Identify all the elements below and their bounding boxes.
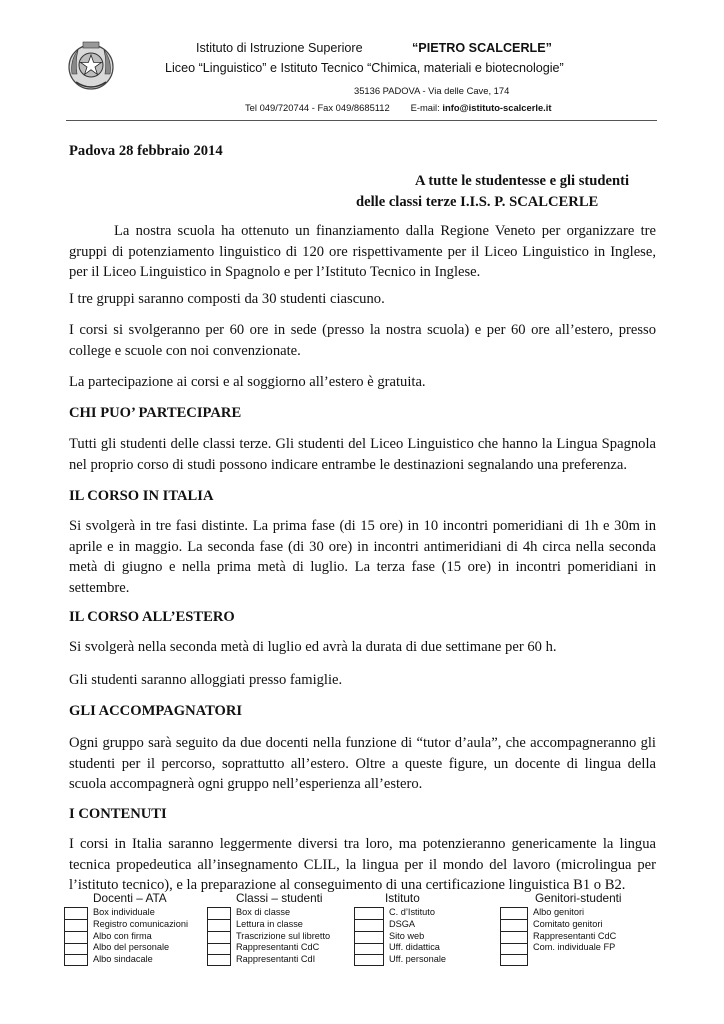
email-address: info@istituto-scalcerle.it [442, 102, 552, 113]
republic-emblem-icon [66, 40, 116, 92]
distribution-column-staff [64, 891, 188, 965]
who-heading: CHI PUO’ PARTECIPARE [69, 405, 242, 421]
checkbox-column[interactable] [64, 907, 88, 966]
distribution-title: Classi – studenti [236, 891, 323, 905]
free-paragraph: La partecipazione ai corsi e al soggiorno all’estero è gratuita. [69, 374, 426, 390]
distribution-item: Lettura in classe [236, 918, 303, 929]
recipient-line-1: A tutte le studentesse e gli studenti [415, 173, 630, 189]
contents-heading: I CONTENUTI [69, 806, 167, 822]
distribution-item: Albo sindacale [93, 954, 153, 965]
distribution-item: Registro comunicazioni [93, 918, 188, 929]
courses-paragraph: I corsi si svolgeranno per 60 ore in sede (presso la nostra scuola) e per 60 ore all’estero, presso college e scuole con noi convenzionate. [69, 322, 656, 359]
distribution-item: Box di classe [236, 907, 291, 917]
distribution-item: Rappresentanti CdI [236, 954, 316, 965]
distribution-items [389, 907, 446, 966]
chaperones-paragraph: Ogni gruppo sarà seguito da due docenti nella funzione di “tutor d’aula”, che accompagneranno gli studenti per il percorso, soprattutto all’estero. Oltre a queste figure, un docente di lingua della scuola accompagnerà ogni gruppo nell’esperienza all’estero. [69, 735, 656, 792]
contact-line [245, 102, 552, 113]
distribution-title: Istituto [385, 891, 420, 905]
distribution-item: Rappresentanti CdC [533, 930, 617, 941]
distribution-column-institute [354, 891, 447, 965]
distribution-item: Rappresentanti CdC [236, 942, 320, 953]
distribution-item: Trascrizione sul libretto [236, 930, 331, 941]
distribution-title: Docenti – ATA [93, 891, 167, 905]
checkbox-column[interactable] [207, 907, 231, 966]
email-label: E-mail: [410, 102, 440, 113]
letter-date: Padova 28 febbraio 2014 [69, 143, 223, 159]
distribution-item: DSGA [389, 918, 416, 929]
institute-address: 35136 PADOVA - Via delle Cave, 174 [354, 85, 510, 96]
header-divider [66, 120, 657, 121]
distribution-column-classes [207, 891, 331, 965]
groups-paragraph: I tre gruppi saranno composti da 30 studenti ciascuno. [69, 291, 385, 307]
distribution-items [93, 907, 188, 966]
distribution-item: C. d’Istituto [389, 907, 435, 917]
intro-paragraph: La nostra scuola ha ottenuto un finanziamento dalla Regione Veneto per organizzare tre gruppi di potenziamento linguistico di 120 ore rispettivamente per il Liceo Linguistico in Inglese, per il Liceo Linguistico in Spagnolo e per l’Istituto Tecnico in Inglese. [69, 223, 656, 280]
phone-fax: Tel 049/720744 - Fax 049/8685112 [245, 102, 390, 113]
distribution-item: Comitato genitori [533, 918, 603, 929]
distribution-item: Uff. personale [389, 954, 447, 965]
distribution-item: Sito web [389, 930, 425, 941]
abroad-housing-paragraph: Gli studenti saranno alloggiati presso famiglie. [69, 672, 343, 688]
checkbox-column[interactable] [354, 907, 384, 966]
institute-type: Istituto di Istruzione Superiore [196, 41, 363, 55]
distribution-item: Albo con firma [93, 930, 152, 941]
abroad-course-paragraph: Si svolgerà nella seconda metà di luglio ed avrà la durata di due settimane per 60 h. [69, 639, 557, 655]
chaperones-heading: GLI ACCOMPAGNATORI [69, 703, 243, 719]
institute-name: “PIETRO SCALCERLE” [412, 41, 552, 55]
distribution-column-parents [500, 891, 622, 953]
distribution-item: Com. individuale FP [533, 942, 616, 953]
distribution-item: Albo del personale [93, 942, 170, 953]
recipient-line-2: delle classi terze I.I.S. P. SCALCERLE [356, 194, 599, 210]
distribution-items [533, 907, 616, 954]
distribution-title: Genitori-studenti [535, 891, 622, 905]
contents-paragraph: I corsi in Italia saranno leggermente diversi tra loro, ma potenzieranno genericamente la lingua tecnica propedeutica all’insegnamento CLIL, la lingua per il mondo del lavoro (microlingua per l’istituto tecnico), e la preparazione al conseguimento di una certificazione linguistica B1 o B2. [69, 836, 656, 893]
distribution-item: Box individuale [93, 907, 155, 917]
italy-course-paragraph: Si svolgerà in tre fasi distinte. La prima fase (di 15 ore) in 10 incontri pomeridiani di 1h e 30m in aprile e in maggio. La seconda fase (di 30 ore) in incontri antimeridiani di 4h circa nella seconda metà di giugno e nella prima metà di luglio. La terza fase (15 ore) in incontri pomeridiani in settembre. [69, 518, 656, 596]
abroad-course-heading: IL CORSO ALL’ESTERO [69, 609, 235, 625]
distribution-items [236, 907, 330, 966]
institute-subtitle: Liceo “Linguistico” e Istituto Tecnico “Chimica, materiali e biotecnologie” [165, 61, 564, 75]
who-paragraph: Tutti gli studenti delle classi terze. Gli studenti del Liceo Linguistico che hanno la Lingua Spagnola nel proprio corso di studi possono indicare entrambe le destinazioni segnalando una preferenza. [69, 436, 656, 473]
checkbox-column[interactable] [500, 907, 528, 966]
distribution-item: Uff. didattica [389, 942, 440, 953]
distribution-item: Albo genitori [533, 907, 585, 917]
italy-course-heading: IL CORSO IN ITALIA [69, 488, 214, 504]
